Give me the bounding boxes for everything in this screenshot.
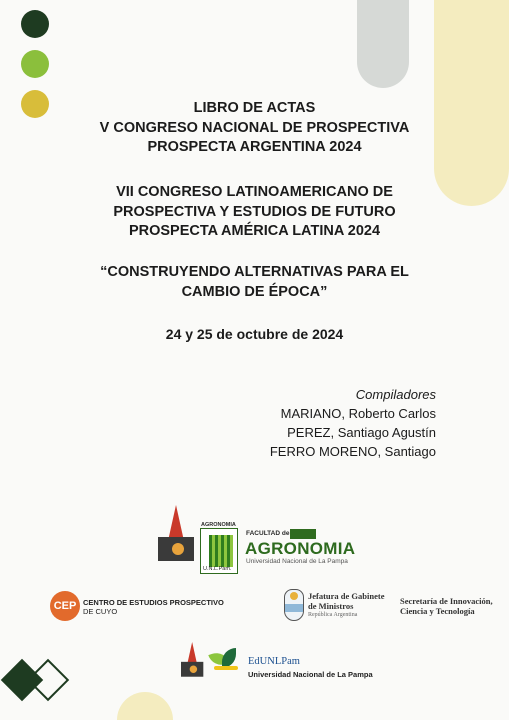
unlpam-logo-small <box>181 642 203 677</box>
book-title <box>0 99 509 158</box>
facultad-emblem-icon <box>290 529 316 539</box>
argentina-shield-icon <box>284 589 304 621</box>
agronomia-badge-bottom: U.N.L.Pam. <box>203 566 232 572</box>
secretaria-line: Secretaría de Innovación, <box>400 596 493 606</box>
title-line: V CONGRESO NACIONAL DE PROSPECTIVA <box>99 119 410 136</box>
cep-sub-line: DE CUYO <box>83 607 118 616</box>
title-line: LIBRO DE ACTAS <box>193 100 316 116</box>
jefatura-logo-text <box>308 592 385 621</box>
edunlpam-leaf-icon <box>210 648 238 672</box>
agronomia-badge-top: AGRONOMIA <box>201 522 236 528</box>
secretaria-line: Ciencia y Tecnología <box>400 606 475 616</box>
dark-green-dot <box>21 10 49 38</box>
compilers-heading: Compiladores <box>355 387 436 402</box>
outline-diamond-decoration <box>27 659 69 701</box>
cep-name <box>83 598 224 616</box>
gray-pill-decoration <box>357 0 409 88</box>
congress-line: PROSPECTIVA Y ESTUDIOS DE FUTURO <box>113 203 396 220</box>
jefatura-line: de Ministros <box>308 600 354 611</box>
agronomia-wordmark: AGRONOMIA <box>245 539 356 558</box>
secretaria-logo-text <box>400 596 493 616</box>
compiler-name: PEREZ, Santiago Agustín <box>287 425 436 440</box>
compiler-name: MARIANO, Roberto Carlos <box>280 406 436 421</box>
congress-line: VII CONGRESO LATINOAMERICANO DE <box>116 184 393 200</box>
theme-line: CAMBIO DE ÉPOCA” <box>181 283 328 300</box>
cep-name-line: CENTRO DE ESTUDIOS PROSPECTIVO <box>83 598 224 607</box>
agronomia-university: Universidad Nacional de La Pampa <box>246 558 348 565</box>
compilers-block <box>270 385 436 461</box>
unlpam-logo <box>158 505 194 561</box>
theme-line: “CONSTRUYENDO ALTERNATIVAS PARA EL <box>100 264 409 280</box>
jefatura-line: Jefatura de Gabinete <box>308 591 385 601</box>
title-line: PROSPECTA ARGENTINA 2024 <box>147 139 362 155</box>
congress-title <box>0 183 509 242</box>
edunlpam-wordmark: EdUNLPam <box>248 656 300 667</box>
compiler-name: FERRO MORENO, Santiago <box>269 444 436 459</box>
facultad-de-label: FACULTAD de <box>246 530 290 537</box>
congress-line: PROSPECTA AMÉRICA LATINA 2024 <box>128 223 381 239</box>
jefatura-sub: República Argentina <box>308 612 358 618</box>
event-date: 24 y 25 de octubre de 2024 <box>165 326 344 342</box>
yellow-half-circle-decoration <box>117 692 173 720</box>
edunlpam-university: Universidad Nacional de La Pampa <box>248 670 373 679</box>
theme-title <box>0 263 509 302</box>
cep-logo-icon: CEP <box>50 591 80 621</box>
light-green-dot <box>21 50 49 78</box>
